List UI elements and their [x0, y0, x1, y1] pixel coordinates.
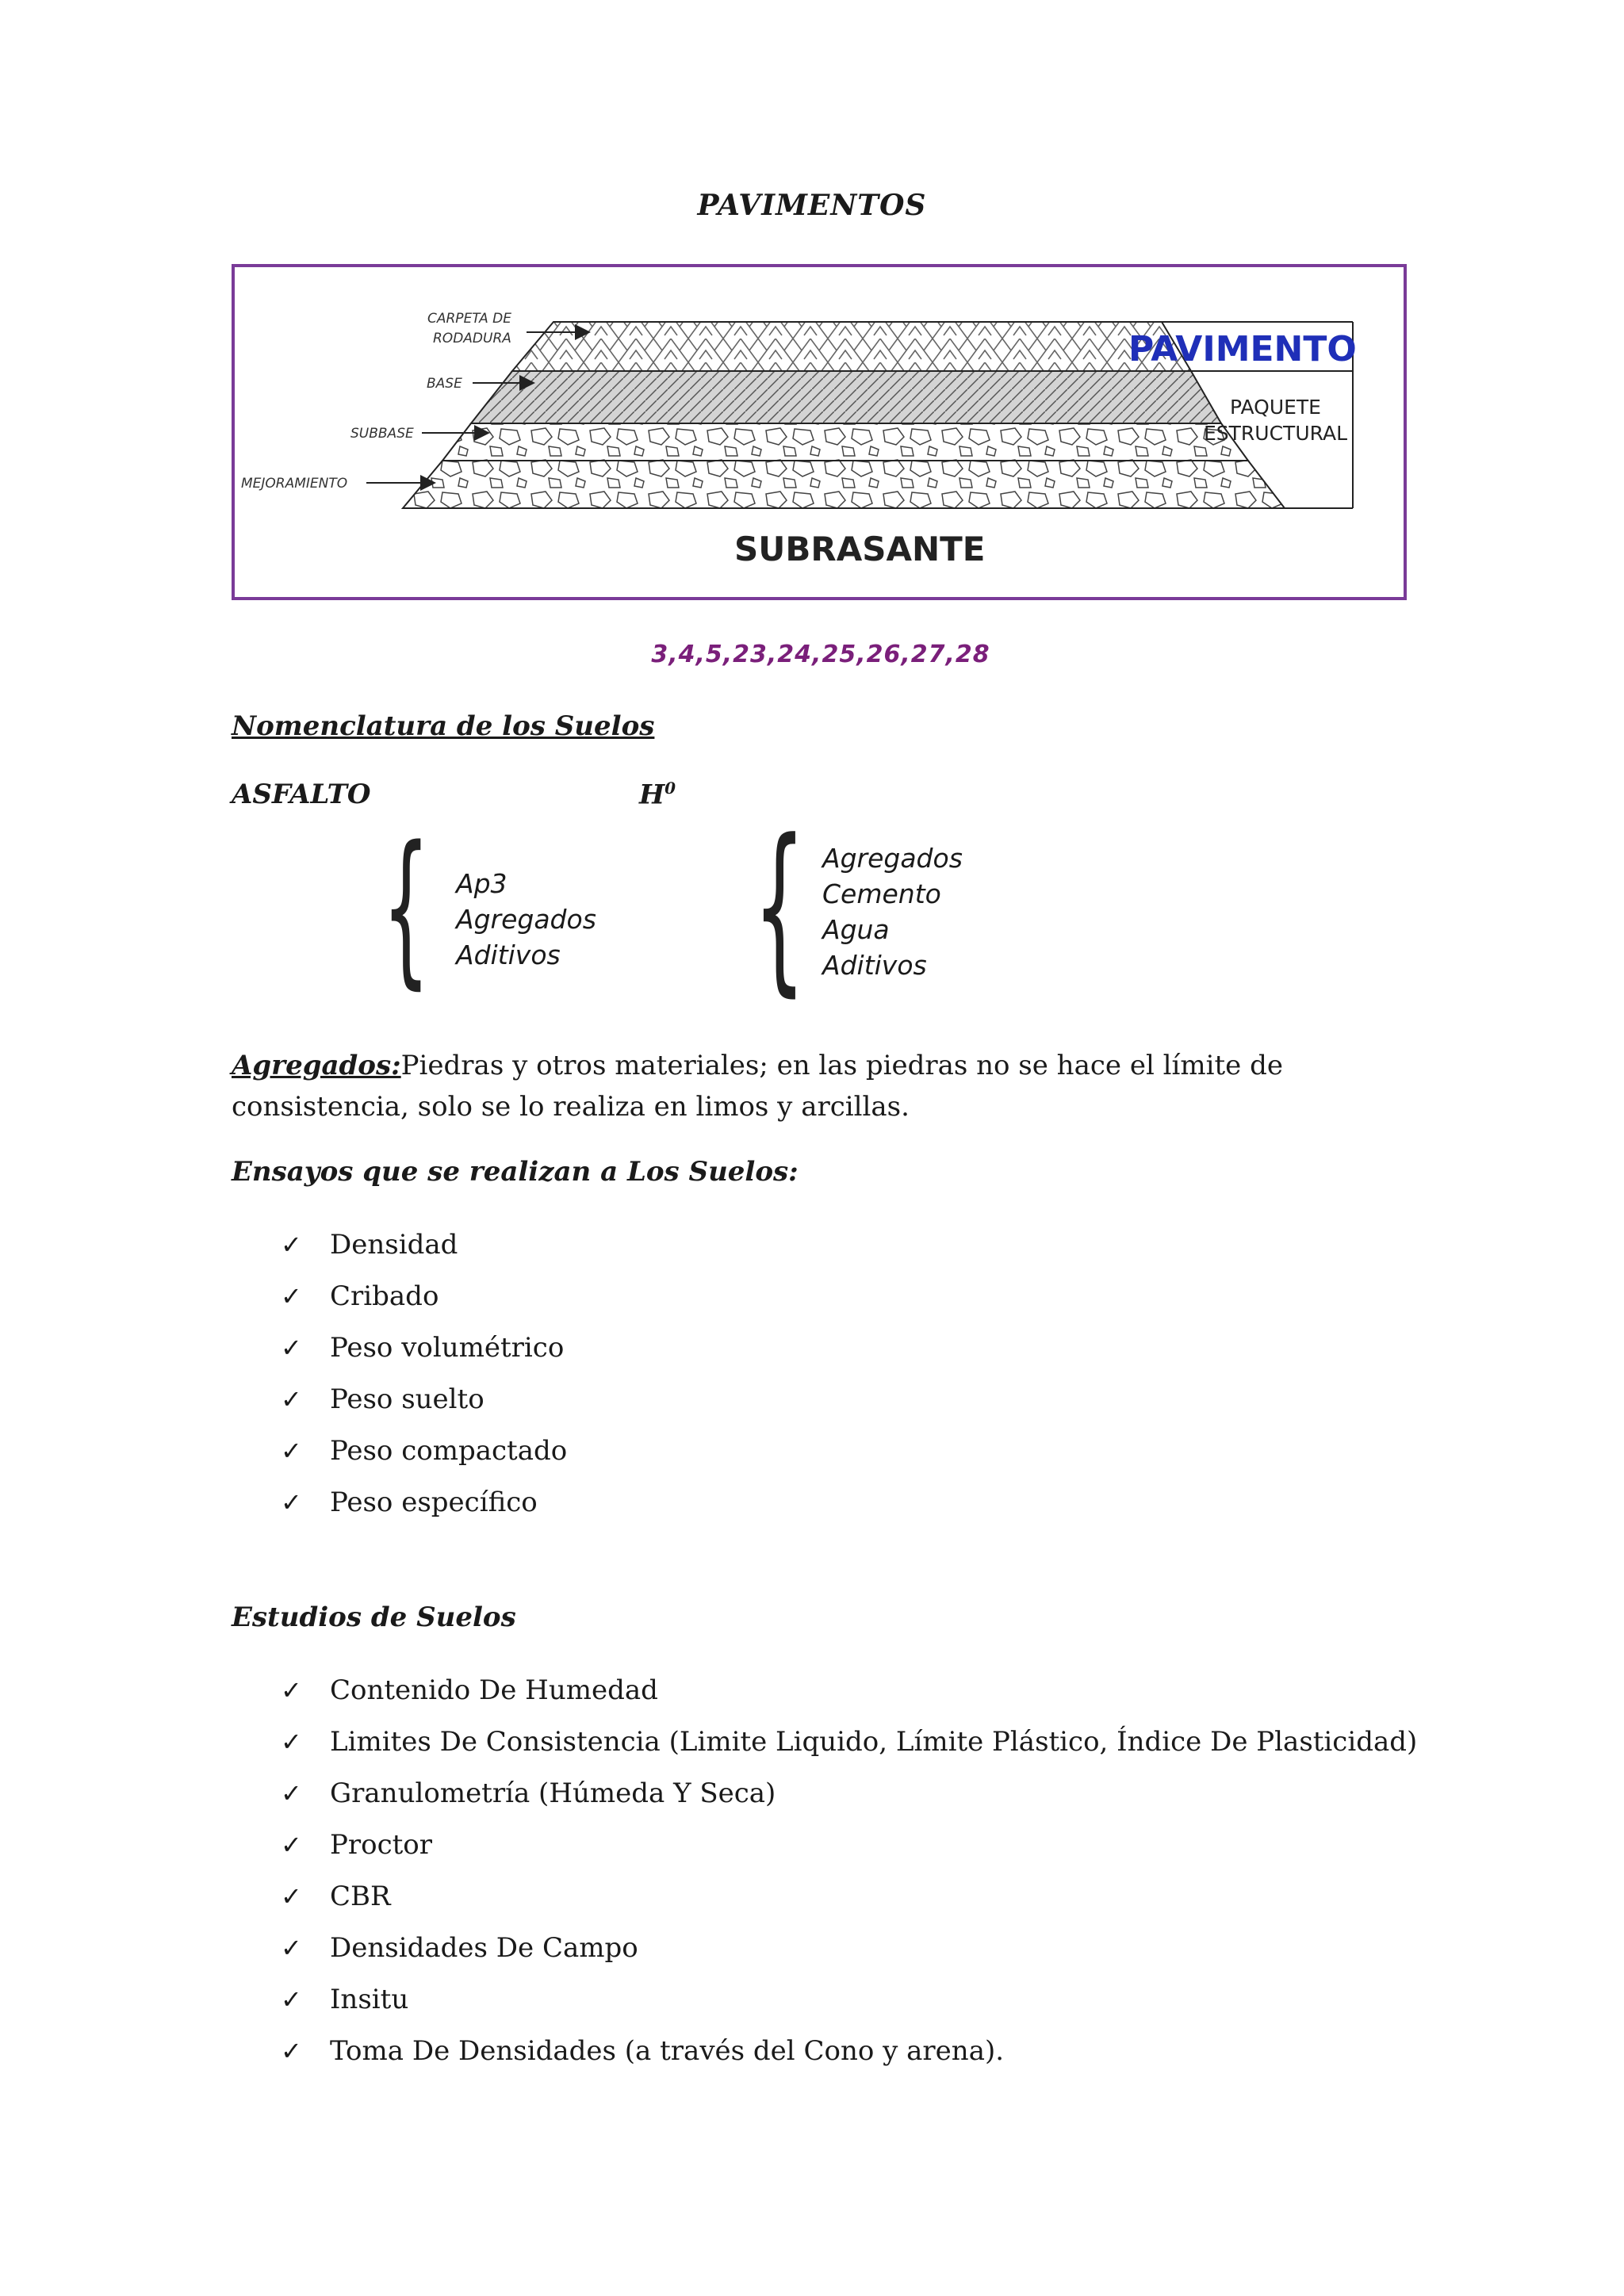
- asfalto-list: [456, 866, 596, 973]
- checkmark-icon: ✓: [281, 1881, 302, 1911]
- hormigon-brace: {: [753, 802, 806, 1013]
- label-carpeta-2: RODADURA: [433, 331, 511, 346]
- checkmark-icon: ✓: [281, 1933, 302, 1963]
- ensayos-heading: Ensayos que se realizan a Los Suelos:: [232, 1156, 799, 1188]
- list-item: Cemento: [822, 878, 941, 909]
- label-estructural: ESTRUCTURAL: [1204, 422, 1348, 445]
- list-item: ✓ Peso compactado: [281, 1425, 567, 1477]
- hormigon-letter: H: [639, 779, 665, 811]
- checkmark-icon: ✓: [281, 1727, 302, 1757]
- estudios-heading: Estudios de Suelos: [232, 1601, 516, 1633]
- list-item: ✓ Contenido De Humedad: [281, 1665, 1417, 1716]
- agregados-label: Agregados:: [232, 1050, 401, 1081]
- list-item: ✓ Insitu: [281, 1974, 1417, 2026]
- list-item: ✓ Toma De Densidades (a través del Cono y arena).: [281, 2026, 1417, 2077]
- asfalto-heading: ASFALTO: [232, 779, 371, 810]
- page-references: 3,4,5,23,24,25,26,27,28: [651, 641, 990, 668]
- layer-carpeta: [512, 322, 1191, 371]
- checkmark-icon: ✓: [281, 1830, 302, 1860]
- list-item: Ap3: [456, 868, 508, 899]
- list-item: ✓ Limites De Consistencia (Limite Liquido, Límite Plástico, Índice De Plasticidad): [281, 1716, 1417, 1768]
- list-item: Agregados: [822, 843, 963, 874]
- ensayos-list: [281, 1219, 567, 1529]
- layer-base: [471, 371, 1221, 423]
- checkmark-icon: ✓: [281, 1436, 302, 1466]
- agregados-text: Piedras y otros materiales; en las piedras no se hace el límite de consistencia, solo se lo realiza en limos y arcillas.: [232, 1050, 1283, 1123]
- label-subbase: SUBBASE: [350, 426, 414, 442]
- checkmark-icon: ✓: [281, 1230, 302, 1260]
- list-item: ✓ Cribado: [281, 1271, 567, 1322]
- list-item: ✓ Densidades De Campo: [281, 1923, 1417, 1974]
- list-item: ✓ Peso suelto: [281, 1374, 567, 1425]
- checkmark-icon: ✓: [281, 1333, 302, 1363]
- hormigon-heading: [639, 779, 676, 810]
- hormigon-superscript: 0: [665, 779, 676, 798]
- layer-subbase: [442, 423, 1248, 461]
- checkmark-icon: ✓: [281, 1487, 302, 1517]
- agregados-paragraph: [232, 1045, 1397, 1127]
- pavement-diagram: [235, 267, 1404, 597]
- label-mejoramiento: MEJORAMIENTO: [241, 476, 348, 492]
- label-base: BASE: [427, 376, 462, 392]
- checkmark-icon: ✓: [281, 1778, 302, 1808]
- list-item: Aditivos: [456, 939, 561, 970]
- list-item: Aditivos: [822, 950, 927, 981]
- checkmark-icon: ✓: [281, 1984, 302, 2015]
- layer-mejoramiento: [403, 461, 1285, 508]
- list-item: ✓ Densidad: [281, 1219, 567, 1271]
- estudios-list: [281, 1665, 1417, 2077]
- checkmark-icon: ✓: [281, 1281, 302, 1311]
- label-paquete: PAQUETE: [1230, 396, 1321, 419]
- list-item: ✓ Peso volumétrico: [281, 1322, 567, 1374]
- hormigon-list: [822, 840, 963, 983]
- list-item: ✓ Proctor: [281, 1820, 1417, 1871]
- list-item: ✓ CBR: [281, 1871, 1417, 1923]
- nomenclatura-heading: Nomenclatura de los Suelos: [232, 710, 655, 742]
- label-subrasante: SUBRASANTE: [734, 530, 986, 568]
- pavement-figure: [232, 264, 1407, 600]
- list-item: ✓ Granulometría (Húmeda Y Seca): [281, 1768, 1417, 1820]
- list-item: Agregados: [456, 904, 596, 935]
- list-item: Agua: [822, 914, 890, 945]
- page-title: PAVIMENTOS: [697, 189, 927, 222]
- checkmark-icon: ✓: [281, 1675, 302, 1705]
- checkmark-icon: ✓: [281, 2036, 302, 2066]
- label-pavimento: PAVIMENTO: [1128, 329, 1357, 369]
- label-carpeta-1: CARPETA DE: [427, 311, 511, 327]
- checkmark-icon: ✓: [281, 1384, 302, 1414]
- asfalto-brace: {: [382, 810, 431, 1004]
- list-item: ✓ Peso específico: [281, 1477, 567, 1529]
